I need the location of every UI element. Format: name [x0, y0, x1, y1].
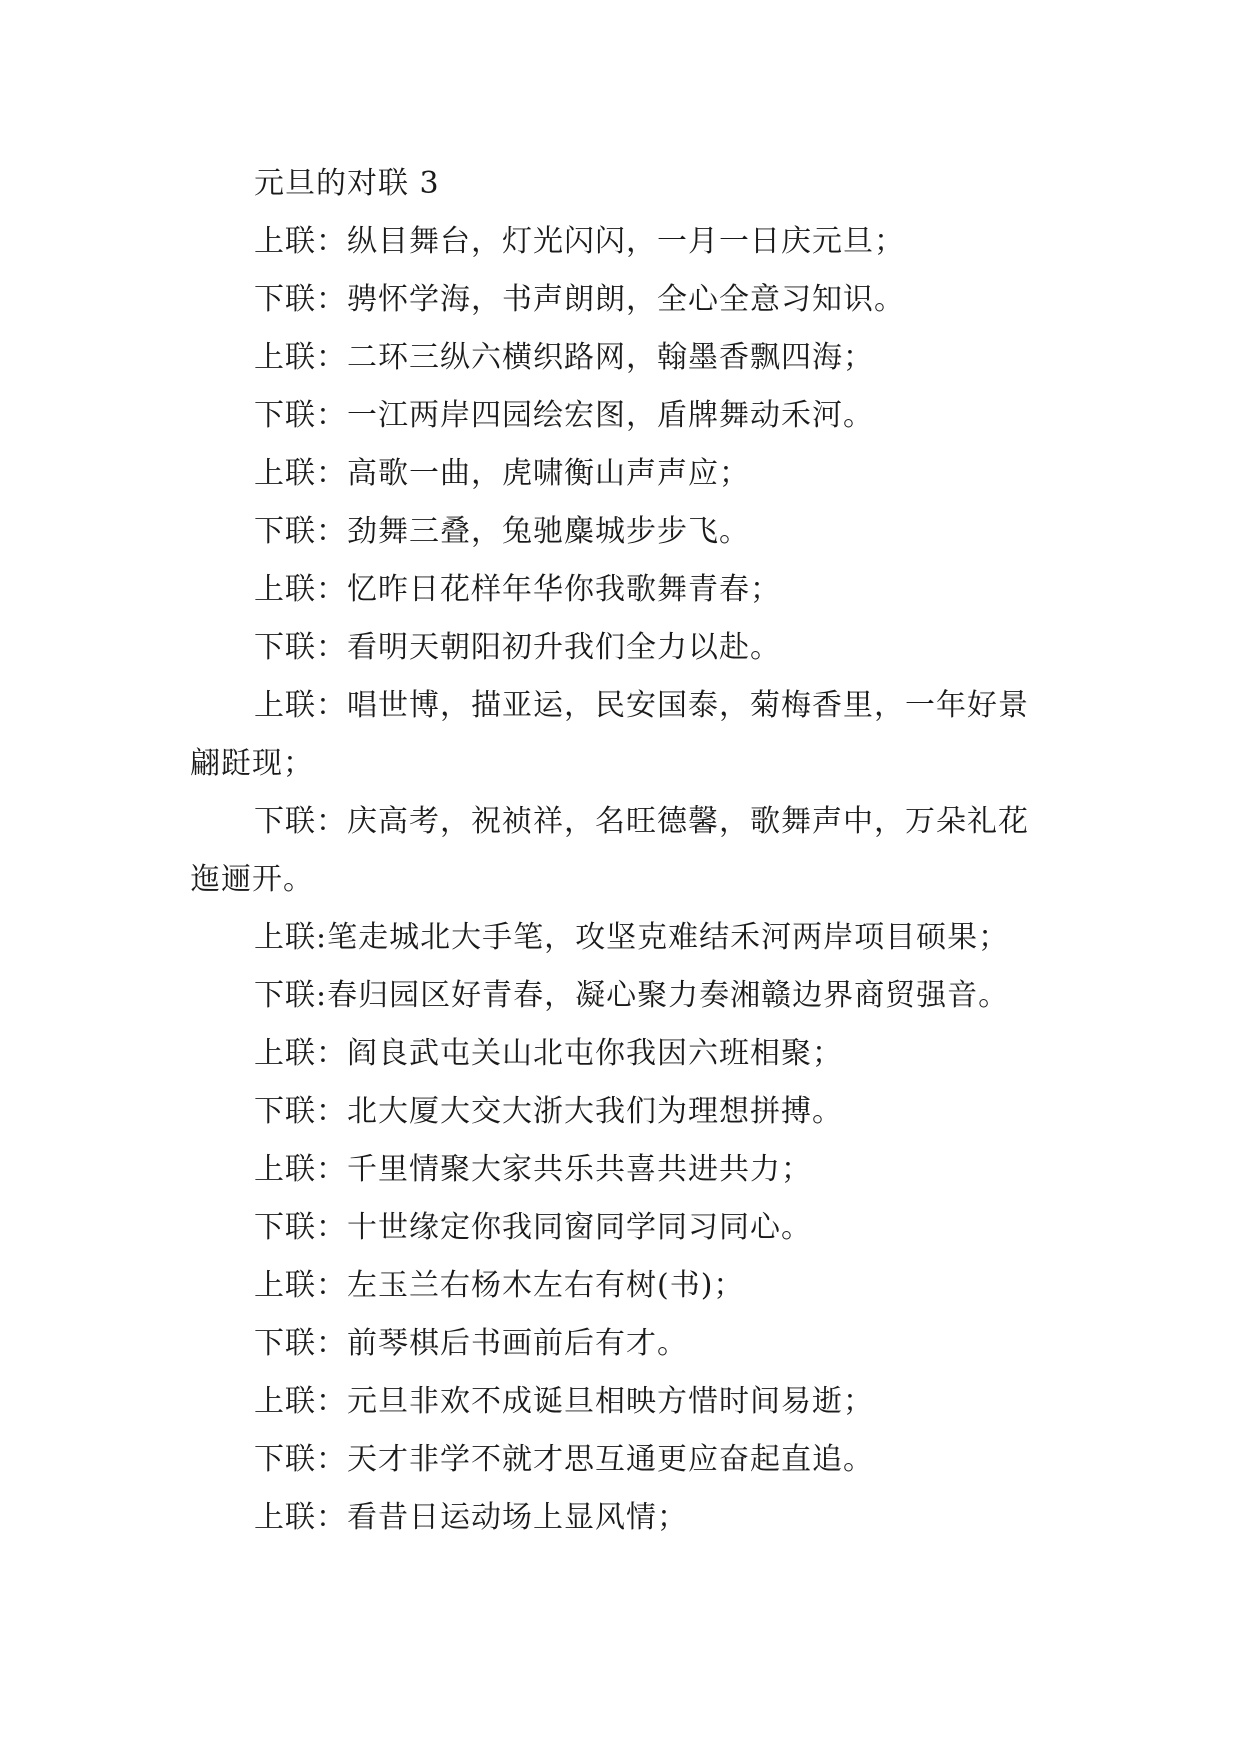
couplet-line: 上联：看昔日运动场上显风情； [254, 1500, 688, 1535]
couplet-line: 下联：前琴棋后书画前后有才。 [254, 1326, 688, 1361]
couplet-line: 下联:春归园区好青春，凝心聚力奏湘赣边界商贸强音。 [254, 978, 1010, 1013]
couplet-line: 下联：十世缘定你我同窗同学同习同心。 [254, 1210, 812, 1245]
couplet-line: 下联：庆高考，祝祯祥，名旺德馨，歌舞声中，万朵礼花迤逦开。 [190, 804, 1029, 897]
document-title: 元旦的对联 3 [254, 166, 440, 201]
couplet-line: 上联:笔走城北大手笔，攻坚克难结禾河两岸项目硕果； [254, 920, 1010, 955]
couplet-line: 上联：纵目舞台，灯光闪闪，一月一日庆元旦； [254, 224, 905, 259]
couplet-line: 下联：一江两岸四园绘宏图，盾牌舞动禾河。 [254, 398, 874, 433]
couplet-line: 下联：天才非学不就才思互通更应奋起直追。 [254, 1442, 874, 1477]
couplet-line: 上联：阎良武屯关山北屯你我因六班相聚； [254, 1036, 843, 1071]
couplet-line: 下联：北大厦大交大浙大我们为理想拼搏。 [254, 1094, 843, 1129]
couplet-line: 上联：高歌一曲，虎啸衡山声声应； [254, 456, 750, 491]
couplet-line: 上联：左玉兰右杨木左右有树(书)； [254, 1268, 745, 1303]
couplet-line: 下联：劲舞三叠，兔驰麋城步步飞。 [254, 514, 750, 549]
couplet-line: 上联：二环三纵六横织路网，翰墨香飘四海； [254, 340, 874, 375]
couplet-line: 上联：元旦非欢不成诞旦相映方惜时间易逝； [254, 1384, 874, 1419]
couplet-line: 下联：看明天朝阳初升我们全力以赴。 [254, 630, 781, 665]
couplet-line: 上联：唱世博，描亚运，民安国泰，菊梅香里，一年好景翩跹现； [190, 688, 1029, 781]
document-page [190, 155, 1052, 1547]
couplet-line: 下联：骋怀学海，书声朗朗，全心全意习知识。 [254, 282, 905, 317]
couplet-line: 上联：千里情聚大家共乐共喜共进共力； [254, 1152, 812, 1187]
couplet-line: 上联：忆昨日花样年华你我歌舞青春； [254, 572, 781, 607]
